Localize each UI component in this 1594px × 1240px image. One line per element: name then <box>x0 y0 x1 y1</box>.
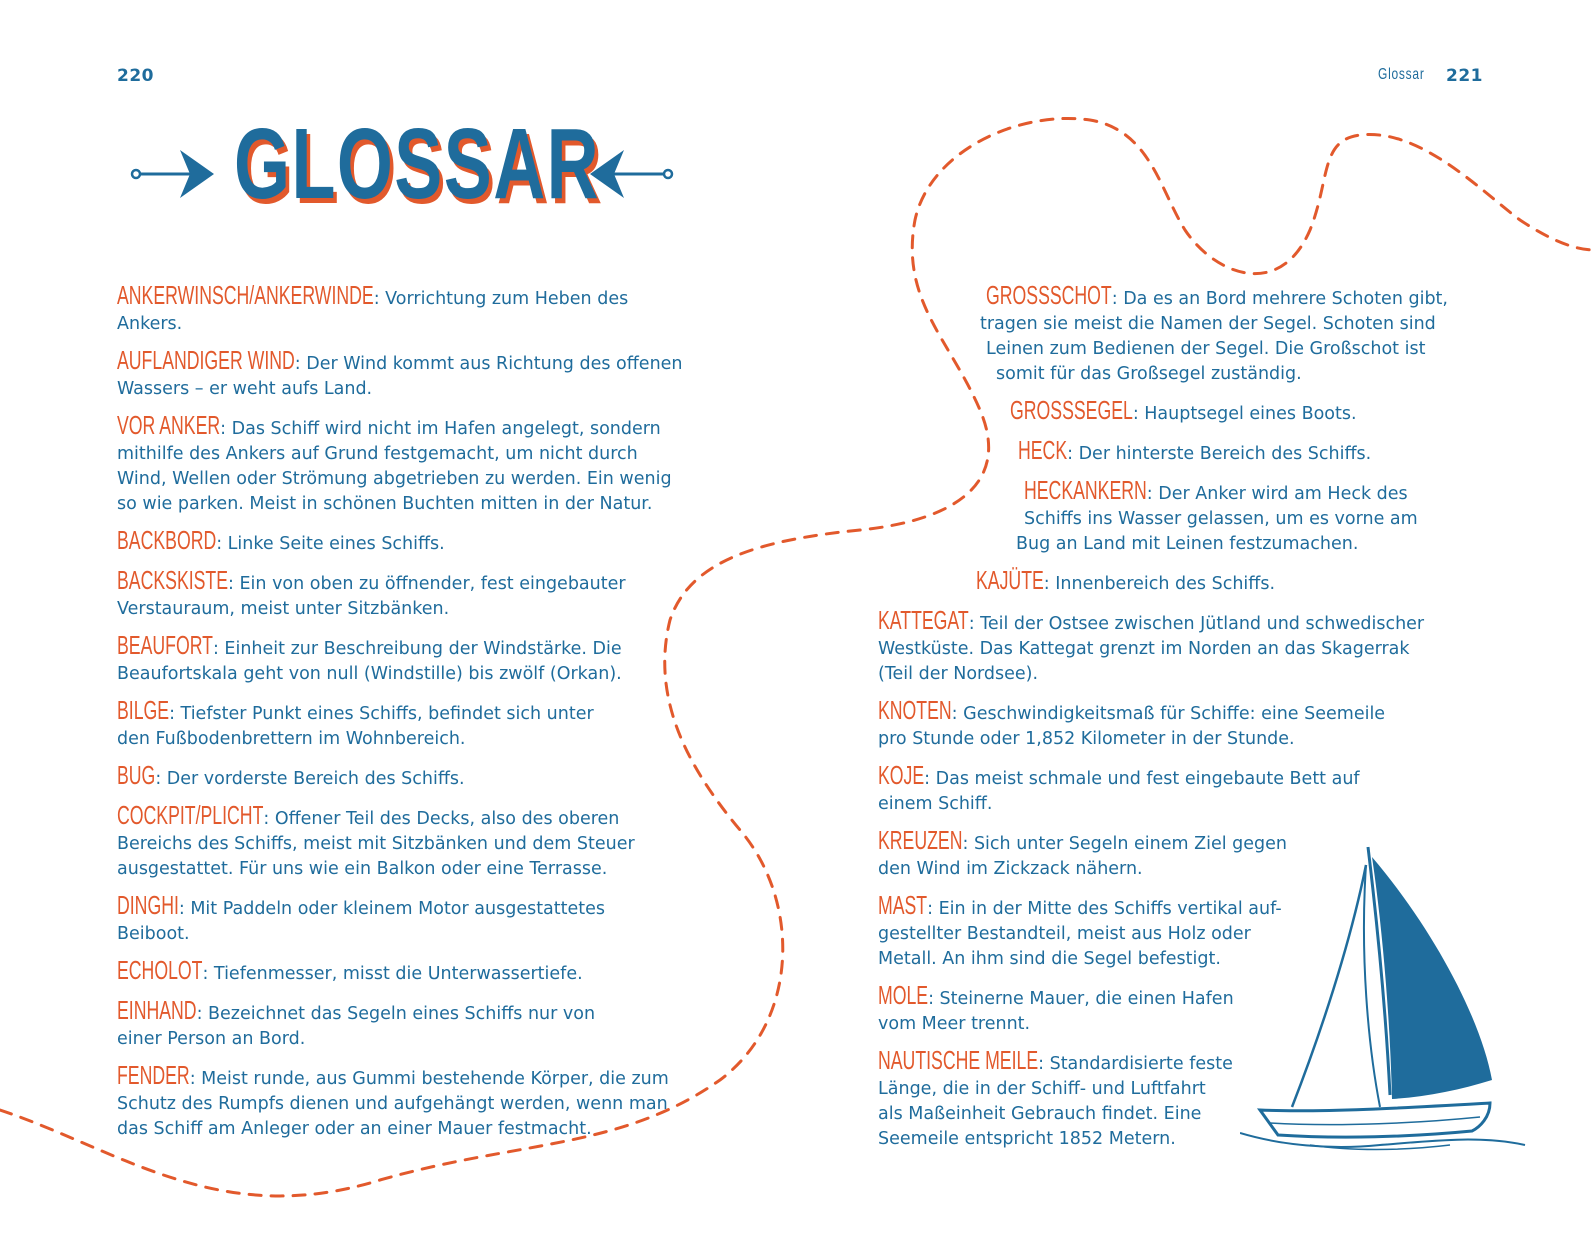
glossary-definition-line: gestellter Bestandteil, meist aus Holz oder <box>878 924 1251 944</box>
glossary-term: GROSSSCHOT <box>986 280 1112 310</box>
glossary-entry <box>878 605 1478 687</box>
glossary-definition-line: Wassers – er weht aufs Land. <box>117 379 373 399</box>
glossary-definition-line: tragen sie meist die Namen der Segel. Schoten sind <box>980 314 1436 334</box>
glossary-definition-line: mithilfe des Ankers auf Grund festgemacht, um nicht durch <box>117 444 638 464</box>
page-number-left: 220 <box>117 66 154 86</box>
glossary-definition-line: den Wind im Zickzack nähern. <box>878 859 1143 879</box>
glossary-entry <box>878 565 1478 597</box>
running-head: Glossar <box>1378 66 1425 83</box>
glossary-entry <box>878 435 1478 467</box>
glossary-term: KREUZEN <box>878 825 963 855</box>
glossary-definition-line: Ankers. <box>117 314 183 334</box>
glossary-term: MOLE <box>878 980 929 1010</box>
glossary-definition-line: als Maßeinheit Gebrauch findet. Eine <box>878 1104 1202 1124</box>
glossary-entry <box>117 525 717 557</box>
page-number-right: 221 <box>1446 66 1483 86</box>
glossary-entry <box>117 1060 717 1142</box>
sailboat-icon <box>1240 845 1530 1155</box>
glossary-definition-line: pro Stunde oder 1,852 Kilometer in der Stunde. <box>878 729 1295 749</box>
glossary-definition-line: Bereichs des Schiffs, meist mit Sitzbänken und dem Steuer <box>117 834 635 854</box>
glossary-definition: : Der Wind kommt aus Richtung des offenen <box>294 354 683 374</box>
glossary-definition-line: Seemeile entspricht 1852 Metern. <box>878 1129 1176 1149</box>
glossary-definition-line: den Fußbodenbrettern im Wohnbereich. <box>117 729 466 749</box>
glossary-entry <box>878 760 1478 817</box>
glossary-definition-line: so wie parken. Meist in schönen Buchten mitten in der Natur. <box>117 494 653 514</box>
glossary-definition-line: Schutz des Rumpfs dienen und aufgehängt werden, wenn man <box>117 1094 668 1114</box>
glossary-term: ECHOLOT <box>117 955 203 985</box>
glossary-definition: : Geschwindigkeitsmaß für Schiffe: eine Seemeile <box>951 704 1386 724</box>
glossary-definition: : Offener Teil des Decks, also des oberen <box>263 809 620 829</box>
arrow-right-icon <box>132 150 214 198</box>
glossary-definition: : Vorrichtung zum Heben des <box>373 289 629 309</box>
glossary-entry <box>117 800 717 882</box>
glossary-definition: : Innenbereich des Schiffs. <box>1043 574 1276 594</box>
glossary-term: MAST <box>878 890 928 920</box>
glossary-definition-line: Bug an Land mit Leinen festzumachen. <box>1016 534 1359 554</box>
glossary-term: HECKANKERN <box>1024 475 1147 505</box>
glossary-term: BACKBORD <box>117 525 217 555</box>
glossary-entry <box>117 410 717 517</box>
glossary-term: NAUTISCHE MEILE <box>878 1045 1039 1075</box>
glossary-entry <box>878 475 1478 557</box>
glossary-entry <box>117 955 717 987</box>
glossary-definition-line: Schiffs ins Wasser gelassen, um es vorne am <box>1024 509 1418 529</box>
glossary-definition: : Der Anker wird am Heck des <box>1146 484 1408 504</box>
glossary-term: BEAUFORT <box>117 630 213 660</box>
glossary-definition-line: Westküste. Das Kattegat grenzt im Norden an das Skagerrak <box>878 639 1410 659</box>
glossary-definition-line: Wind, Wellen oder Strömung abgetrieben zu werden. Ein wenig <box>117 469 672 489</box>
glossary-term: GROSSSEGEL <box>1010 395 1133 425</box>
glossary-term: KAJÜTE <box>976 565 1044 595</box>
glossary-term: BILGE <box>117 695 170 725</box>
glossary-definition-line: Leinen zum Bedienen der Segel. Die Großschot ist <box>986 339 1426 359</box>
glossary-definition-line: das Schiff am Anleger oder an einer Mauer festmacht. <box>117 1119 592 1139</box>
glossary-definition-line: Metall. An ihm sind die Segel befestigt. <box>878 949 1221 969</box>
glossary-definition: : Tiefenmesser, misst die Unterwassertiefe. <box>202 964 583 984</box>
glossary-term: AUFLANDIGER WIND <box>117 345 295 375</box>
glossary-term: KOJE <box>878 760 925 790</box>
glossary-definition-line: Verstauraum, meist unter Sitzbänken. <box>117 599 450 619</box>
glossary-definition: : Sich unter Segeln einem Ziel gegen <box>962 834 1288 854</box>
glossary-entry <box>117 995 717 1052</box>
glossary-definition-line: einem Schiff. <box>878 794 993 814</box>
glossary-definition: : Der hinterste Bereich des Schiffs. <box>1067 444 1372 464</box>
glossary-definition: : Steinerne Mauer, die einen Hafen <box>928 989 1234 1009</box>
glossary-definition: : Das meist schmale und fest eingebaute Bett auf <box>924 769 1360 789</box>
glossary-entry <box>878 280 1478 387</box>
glossary-definition-line: ausgestattet. Für uns wie ein Balkon oder eine Terrasse. <box>117 859 608 879</box>
glossary-entry <box>117 630 717 687</box>
glossary-definition: : Meist runde, aus Gummi bestehende Körper, die zum <box>189 1069 669 1089</box>
glossary-definition: : Der vorderste Bereich des Schiffs. <box>155 769 465 789</box>
glossary-term: DINGHI <box>117 890 179 920</box>
glossary-definition: : Tiefster Punkt eines Schiffs, befindet sich unter <box>169 704 594 724</box>
glossary-term: COCKPIT/PLICHT <box>117 800 264 830</box>
glossary-definition-line: somit für das Großsegel zuständig. <box>996 364 1302 384</box>
glossary-term: ANKERWINSCH/ANKERWINDE <box>117 280 374 310</box>
glossary-definition: : Hauptsegel eines Boots. <box>1132 404 1357 424</box>
glossary-definition: : Teil der Ostsee zwischen Jütland und schwedischer <box>968 614 1425 634</box>
title-block <box>128 108 688 232</box>
glossary-entry <box>117 890 717 947</box>
glossary-definition: : Mit Paddeln oder kleinem Motor ausgestattetes <box>178 899 606 919</box>
glossary-left-column <box>117 280 717 1153</box>
glossary-definition: : Bezeichnet das Segeln eines Schiffs nur von <box>196 1004 596 1024</box>
glossary-definition: : Einheit zur Beschreibung der Windstärke. Die <box>212 639 622 659</box>
glossary-entry <box>117 345 717 402</box>
glossary-definition-line: Beaufortskala geht von null (Windstille) bis zwölf (Orkan). <box>117 664 622 684</box>
glossary-definition: : Das Schiff wird nicht im Hafen angelegt, sondern <box>220 419 661 439</box>
glossary-term: VOR ANKER <box>117 410 221 440</box>
glossary-term: BACKSKISTE <box>117 565 229 595</box>
glossary-definition: : Ein in der Mitte des Schiffs vertikal auf- <box>927 899 1282 919</box>
glossary-term: KNOTEN <box>878 695 952 725</box>
glossary-definition: : Da es an Bord mehrere Schoten gibt, <box>1111 289 1448 309</box>
glossary-definition: : Ein von oben zu öffnender, fest eingebauter <box>228 574 626 594</box>
page-title: GLOSSAR <box>234 108 601 220</box>
glossary-term: FENDER <box>117 1060 190 1090</box>
glossary-definition: : Standardisierte feste <box>1038 1054 1233 1074</box>
arrow-left-icon <box>590 150 672 198</box>
glossary-definition-line: Länge, die in der Schiff- und Luftfahrt <box>878 1079 1206 1099</box>
glossary-entry <box>878 695 1478 752</box>
glossary-definition: : Linke Seite eines Schiffs. <box>216 534 445 554</box>
glossary-term: KATTEGAT <box>878 605 969 635</box>
glossary-entry <box>117 695 717 752</box>
glossary-term: HECK <box>1018 435 1068 465</box>
glossary-definition-line: vom Meer trennt. <box>878 1014 1031 1034</box>
glossary-definition-line: einer Person an Bord. <box>117 1029 306 1049</box>
glossary-entry <box>117 760 717 792</box>
glossary-term: EINHAND <box>117 995 197 1025</box>
glossary-definition-line: Beiboot. <box>117 924 190 944</box>
glossary-entry <box>117 565 717 622</box>
glossary-entry <box>117 280 717 337</box>
glossary-entry <box>878 395 1478 427</box>
glossary-term: BUG <box>117 760 156 790</box>
glossary-definition-line: (Teil der Nordsee). <box>878 664 1039 684</box>
